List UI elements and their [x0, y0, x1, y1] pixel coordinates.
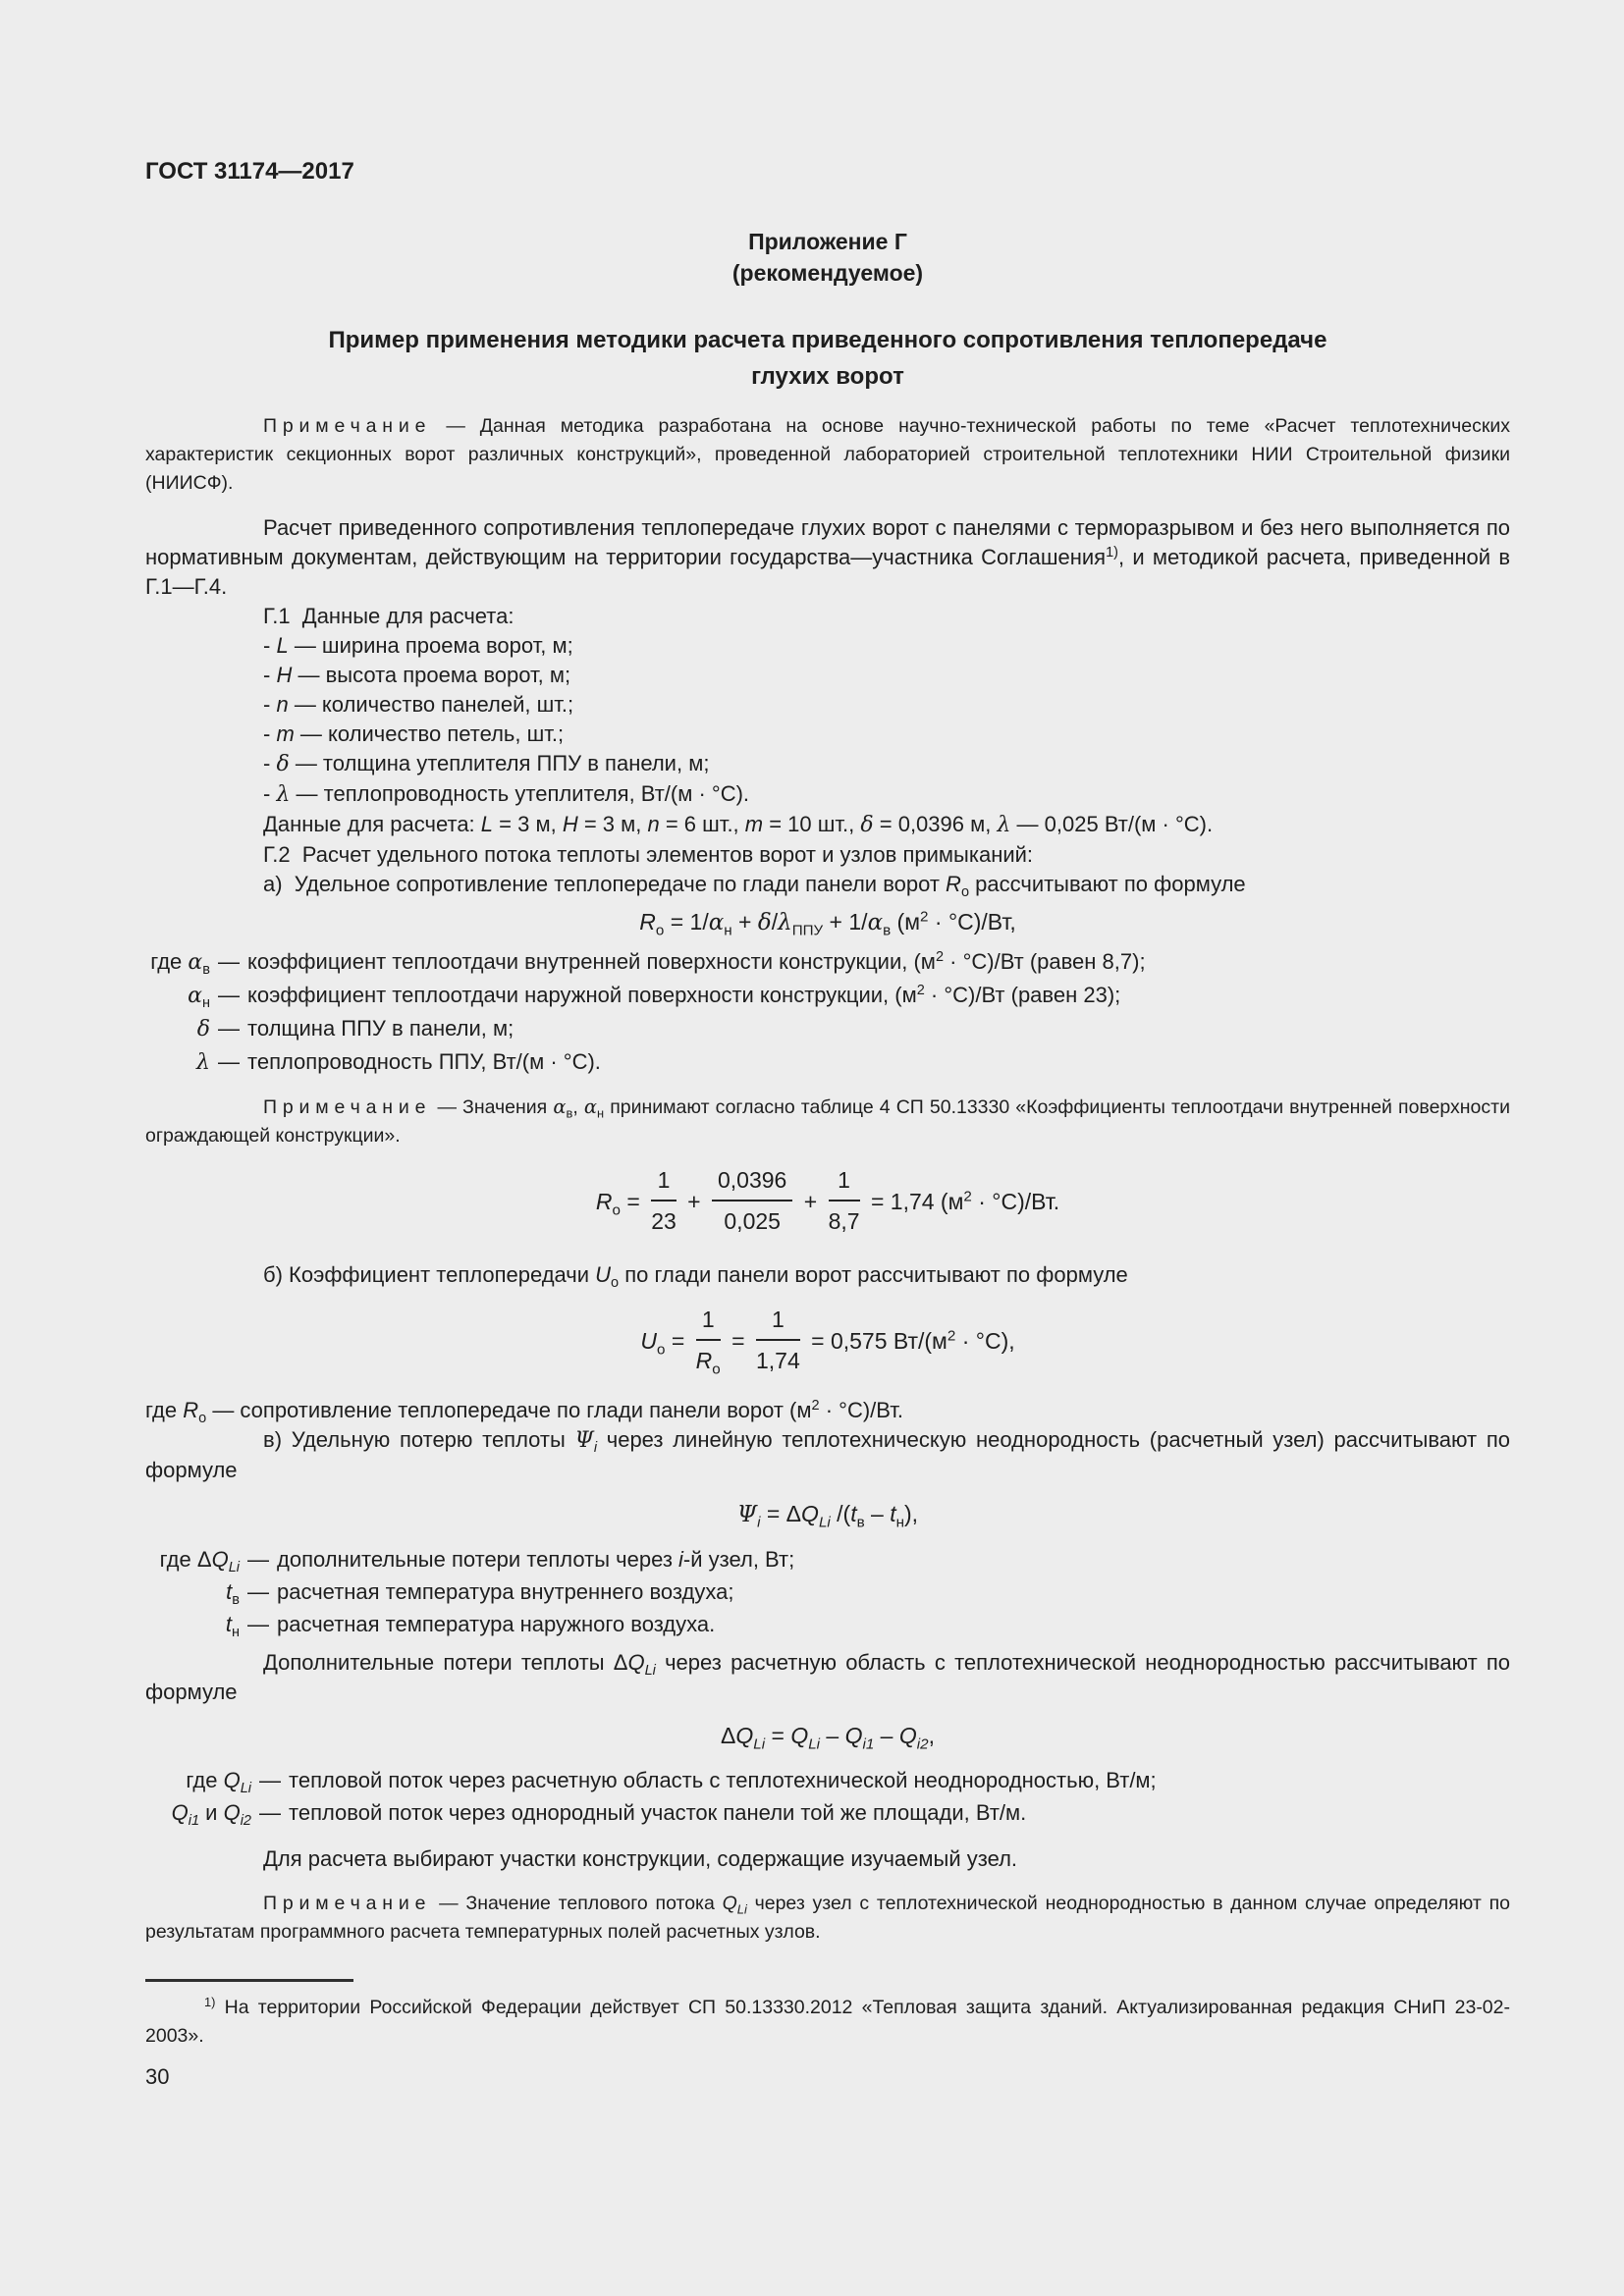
item-v: в) Удельную потерю теплоты $\Psi_i$ через линейную теплотехническую неоднородность (расчетный узел) рассчитывают по формуле [145, 1427, 1510, 1482]
where-term: $Q_{i1}$ и $Q_{i2}$ [171, 1800, 251, 1830]
where-dash: — [247, 1547, 269, 1572]
where-dash: — [218, 949, 240, 974]
where-list-dq [145, 1543, 1510, 1640]
doc-title [145, 322, 1510, 395]
where-dash: — [218, 1049, 240, 1074]
where-ro-line: где $R_о$ — сопротивление теплопередаче по глади панели ворот $(м^2 \cdot ^\circ С)/Вт$. [145, 1398, 903, 1427]
where-term: $t_в$ [226, 1579, 240, 1609]
footnote: $^{1)}$ На территории Российской Федерации действует СП 50.13330.2012 «Тепловая защита зданий. Актуализированная редакция СНиП 23-02-2003». [145, 1994, 1510, 2047]
para-additional-losses: Дополнительные потери теплоты $\Delta Q_{Li}$ через расчетную область с теплотехнической неоднородностью рассчитывают по формуле [145, 1650, 1511, 1704]
g1-item-panels: - n — количество панелей, шт.; [263, 692, 574, 717]
formula-ro: $R_о = 1/\alpha_н + \delta/\lambda_{ППУ} + 1/\alpha_в$ $(м^2 \cdot ^\circ С)/Вт$, [639, 908, 1016, 939]
where-desc: коэффициент теплоотдачи наружной поверхности конструкции, $(м^2 \cdot ^\circ С)/Вт$ (равен 23); [247, 983, 1121, 1007]
g2-heading: Г.2 Расчет удельного потока теплоты элементов ворот и узлов примыканий: [263, 842, 1034, 867]
formula-ro-calc: $R_о$ = $\frac{1}{23}$ + $\frac{0,0396}{0,025}$ + $\frac{1}{8,7}$ = 1,74 $(м^2 \cdot ^\circ С)/Вт$. [145, 1166, 1510, 1241]
g1-item-thickness: - δ — толщина утеплителя ППУ в панели, м; [263, 751, 710, 776]
intro-paragraph: Расчет приведенного сопротивления теплопередаче глухих ворот с панелями с терморазрывом и без него выполняется по нормативным документам, действующим на территории государства—участника Соглашения$^{1)}$, и методикой расчета, приведенной в Г.1—Г.4. [145, 515, 1511, 599]
g1-item-width: - L — ширина проема ворот, м; [263, 633, 573, 658]
note-alpha-values: Примечание — Значения $\alpha_в$, $\alpha_н$ принимают согласно таблице 4 СП 50.13330 «Коэффициенты теплоотдачи внутренней поверхности ограждающей конструкции». [145, 1095, 1510, 1147]
where-term: где $Q_{Li}$ [186, 1768, 251, 1797]
where-list-alpha [145, 945, 1510, 1079]
where-desc: коэффициент теплоотдачи внутренней поверхности конструкции, $(м^2 \cdot ^\circ С)/Вт$ (равен 8,7); [247, 949, 1146, 974]
appendix-heading [145, 226, 1510, 289]
formula-psi: $\Psi_i = \Delta Q_{Li}$ $/(t_в - t_н)$, [736, 1501, 919, 1531]
where-term: где $\alpha_в$ [150, 949, 210, 979]
doc-title-line1: Пример применения методики расчета приведенного сопротивления теплопередаче [328, 327, 1327, 353]
item-b: б) Коэффициент теплопередачи $U_о$ по глади панели ворот рассчитывают по формуле [263, 1262, 1128, 1292]
where-dash: — [259, 1768, 281, 1792]
where-dash: — [247, 1579, 269, 1604]
item-a: а) Удельное сопротивление теплопередаче по глади панели ворот $R_о$ рассчитывают по формуле [263, 872, 1246, 901]
note-heat-flow: Примечание — Значение теплового потока $Q_{Li}$ через узел с теплотехнической неоднородностью в данном случае определяют по результатам программного расчета температурных полей расчетных узлов. [145, 1893, 1510, 1943]
where-desc: расчетная температура внутреннего воздуха; [277, 1579, 734, 1604]
where-desc: тепловой поток через расчетную область с теплотехнической неоднородностью, Вт/м; [289, 1768, 1157, 1792]
where-desc: толщина ППУ в панели, м; [247, 1016, 514, 1041]
note-method: Примечание — Данная методика разработана на основе научно-технической работы по теме «Расчет теплотехнических характеристик секционных ворот различных конструкций», проведенной лабораторией строительной теплотехники НИИ Строительной физики (НИИСФ). [145, 415, 1510, 494]
where-dash: — [218, 1016, 240, 1041]
appendix-label: Приложение Г [748, 229, 907, 254]
where-desc: дополнительные потери теплоты через i-й узел, Вт; [277, 1547, 795, 1572]
where-term: $\alpha_н$ [188, 984, 210, 1012]
where-dash: — [218, 983, 240, 1007]
appendix-kind: (рекомендуемое) [731, 260, 924, 286]
g1-item-height: - H — высота проема ворот, м; [263, 663, 571, 687]
where-term: λ [196, 1050, 210, 1075]
formula-uo: $U_о$ = $\frac{1}{R_о}$ = $\frac{1}{1,74}$ = 0,575 $Вт/(м^2 \cdot ^\circ С)$, [145, 1306, 1510, 1380]
footnote-area [145, 1979, 1510, 2090]
doc-code: ГОСТ 31174—2017 [145, 158, 354, 185]
para-select-sections: Для расчета выбирают участки конструкции, содержащие изучаемый узел. [263, 1846, 1018, 1871]
where-desc: теплопроводность ППУ, Вт/(м · °С). [247, 1049, 601, 1074]
where-term: где $\Delta Q_{Li}$ [159, 1547, 240, 1576]
g1-data-line: Данные для расчета: L = 3 м, H = 3 м, n = 6 шт., m = 10 шт., δ = 0,0396 м, λ — 0,025 Вт/(м · °С). [263, 812, 1214, 837]
footnote-rule [145, 1979, 353, 1982]
g1-item-hinges: - m — количество петель, шт.; [263, 721, 565, 746]
g1-item-conductivity: - λ — теплопроводность утеплителя, Вт/(м · °С). [263, 781, 750, 807]
where-term: $t_н$ [225, 1612, 240, 1641]
where-term: δ [196, 1017, 210, 1041]
where-dash: — [247, 1612, 269, 1636]
g1-heading: Г.1 Данные для расчета: [263, 604, 514, 628]
formula-dq: $\Delta Q_{Li} = Q_{Li} - Q_{i1} - Q_{i2}$, [721, 1723, 935, 1753]
doc-title-line2: глухих ворот [751, 363, 904, 390]
page-content [145, 0, 1510, 1947]
page-number: 30 [145, 2064, 170, 2089]
where-desc: тепловой поток через однородный участок панели той же площади, Вт/м. [289, 1800, 1027, 1825]
where-desc: расчетная температура наружного воздуха. [277, 1612, 716, 1636]
where-list-q [145, 1764, 1510, 1829]
where-dash: — [259, 1800, 281, 1825]
